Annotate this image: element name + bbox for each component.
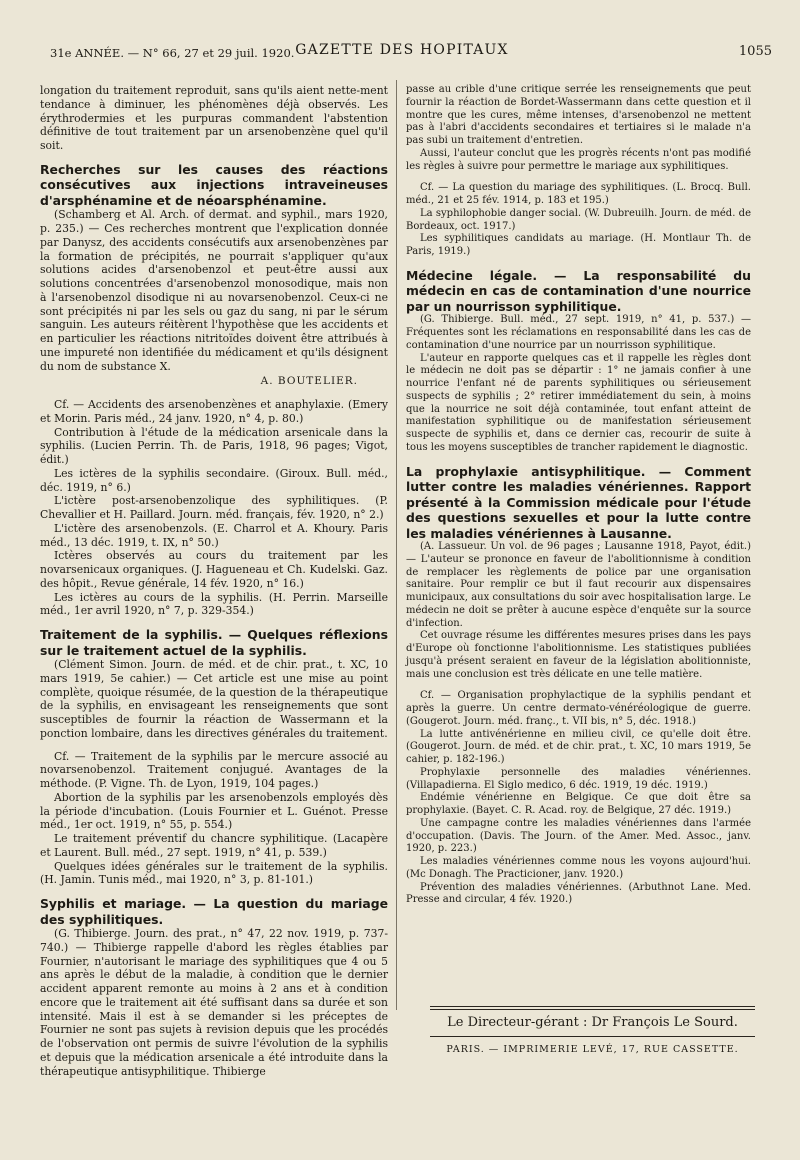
article-title: Traitement de la syphilis. — Quelques réflexions sur le traitement actuel de la syphilis.	[40, 627, 388, 658]
cf-entry: La lutte antivénérienne en milieu civil, ce qu'elle doit être. (Gougerot. Journ. de méd. et de chir. prat., t. XC, 10 mars 1919, 5e cahier, p. 182-196.)	[406, 728, 751, 765]
cf-entry: Abortion de la syphilis par les arsenobenzols employés dès la période d'incubation. (Louis Fournier et L. Guénot. Presse méd., 1er oct. 1919, n° 55, p. 554.)	[40, 790, 388, 832]
intro-paragraph	[40, 84, 388, 153]
article-recherches	[40, 162, 388, 389]
cf-list-prophylaxie	[406, 690, 751, 907]
article-traitement	[40, 627, 388, 741]
mariage-continued	[406, 84, 751, 173]
cf-entry: Cf. — Accidents des arsenobenzènes et anaphylaxie. (Emery et Morin. Paris méd., 24 janv. 1920, n° 4, p. 80.)	[40, 398, 388, 425]
column-divider	[396, 80, 397, 1010]
footer-rule-top-2	[430, 1009, 755, 1010]
article-body: — Fréquentes sont les réclamations en responsabilité dans les cas de contamination d'une nourrice par un nourrisson syphilitique.	[406, 314, 751, 351]
cf-list-traitement	[40, 750, 388, 888]
conclusion-text: Aussi, l'auteur conclut que les progrès récents n'ont pas modifié les règles à suivre pour permettre le mariage aux syphilitiques.	[406, 147, 751, 172]
page-number: 1055	[738, 44, 772, 59]
cf-entry: Les ictères au cours de la syphilis. (H. Perrin. Marseille méd., 1er avril 1920, n° 7, p. 329-354.)	[40, 590, 388, 618]
cf-entry: Cf. — La question du mariage des syphilitiques. (L. Brocq. Bull. méd., 21 et 25 fév. 1914, p. 183 et 195.)	[406, 182, 751, 206]
article-title: Recherches sur les causes des réactions consécutives aux injections intraveineuses d'arsphénamine et de néoarsphénamine.	[40, 161, 388, 208]
article-mariage	[40, 896, 388, 1078]
journal-title: GAZETTE DES HOPITAUX	[295, 42, 509, 58]
printer-line: PARIS. — IMPRIMERIE LEVÉ, 17, RUE CASSETTE.	[446, 1044, 739, 1055]
author-signature: A. BOUTELIER.	[260, 375, 358, 388]
cf-entry: La syphilophobie danger social. (W. Dubreuilh. Journ. de méd. de Bordeaux, oct. 1917.)	[406, 207, 751, 232]
article-body-2: L'auteur en rapporte quelques cas et il rappelle les règles dont le médecin ne doit pas se départir : 1° ne jamais confier à une nourrice l'enfant né de parents syphilitiques ou sérieusement suspects de syphilis ; 2° retirer immédiatement du sein, à moins que la nourrice ne soit déjà contaminée, tout enfant atteint de manifestation syphilitique ou de manifestation sérieusement suspecte de syphilis et, dans ce dernier cas, recourir de suite à tous les moyens susceptibles de trancher rapidement le diagnostic.	[406, 352, 751, 453]
right-column	[406, 84, 751, 916]
article-body: — Cet article est une mise au point complète, quoique résumée, de la question de la thérapeutique de la syphilis, en envisageant les renseignements que sont susceptibles de fournir la réaction de Wassermann et la ponction lombaire, dans les directives générales du traitement.	[40, 671, 389, 740]
footer-rule-bottom	[430, 1036, 755, 1037]
issue-info: 31e ANNÉE. — N° 66, 27 et 29 juil. 1920.	[50, 46, 295, 60]
article-body: — Thibierge rappelle d'abord les règles établies par Fournier, n'autorisant le mariage des syphilitiques que 4 ou 5 ans après le début de la maladie, à condition que le dernier accident apparent remonte au moins à 2 ans et à condition encore que le traitement ait été suffisant dans sa durée et son intensité. Mais il est à se demander si les préceptes de Fournier ne sont pas sujets à revision depuis que les procédés de l'observation ont permis de suivre l'évolution de la syphilis et depuis que la médication arsenicale a été introduite dans la thérapeutique antisyphilitique. Thibierge	[40, 940, 388, 1078]
article-body-2: Cet ouvrage résume les différentes mesures prises dans les pays d'Europe où fonctionne l'abolitionnisme. Les statistiques publiées jusqu'à présent seraient en faveur de la législation abolitionniste, mais une conclusion est très délicate en une telle matière.	[406, 630, 751, 680]
cf-entry: Cf. — Organisation prophylactique de la syphilis pendant et après la guerre. Un centre dermato-vénéréologique de guerre. (Gougerot. Journ. méd. franç., t. VII bis, n° 5, déc. 1918.)	[406, 690, 751, 727]
cf-entry: Quelques idées générales sur le traitement de la syphilis. (H. Jamin. Tunis méd., mai 1920, n° 3, p. 81-101.)	[40, 859, 388, 887]
article-body: — L'auteur se prononce en faveur de l'abolitionnisme à condition de remplacer les règlements de police par une organisation sanitaire. Pour remplir ce but il faut recourir aux dispensaires municipaux, aux consultations du soir avec hospitalisation large. Le médecin ne doit se prêter à aucune espèce d'enquête sur la source d'infection.	[406, 553, 751, 629]
footer-rule-top	[430, 1006, 755, 1007]
article-reference: (Schamberg et Al. Arch. of dermat. and syphil., mars 1920, p. 235.)	[40, 208, 388, 235]
cf-entry: L'ictère des arsenobenzols. (E. Charrol et A. Khoury. Paris méd., 13 déc. 1919, t. IX, n° 50.)	[40, 521, 388, 549]
cf-list-ictere	[40, 398, 388, 618]
cf-entry: Ictères observés au cours du traitement par les novarsenicaux organiques. (J. Hagueneau et Ch. Kudelski. Gaz. des hôpit., Revue générale, 14 fév. 1920, n° 16.)	[40, 549, 388, 590]
cf-entry: Contribution à l'étude de la médication arsenicale dans la syphilis. (Lucien Perrin. Th. de Paris, 1918, 96 pages; Vigot, édit.)	[40, 425, 388, 466]
cf-entry: Le traitement préventif du chancre syphilitique. (Lacapère et Laurent. Bull. méd., 27 sept. 1919, n° 41, p. 539.)	[40, 832, 388, 859]
article-reference: (A. Lassueur. Un vol. de 96 pages ; Lausanne 1918, Payot, édit.)	[420, 541, 751, 552]
cf-entry: Endémie vénérienne en Belgique. Ce que doit être sa prophylaxie. (Bayet. C. R. Acad. roy. de Belgique, 27 déc. 1919.)	[406, 792, 751, 816]
article-title: Syphilis et mariage. — La question du mariage des syphilitiques.	[40, 896, 388, 927]
article-prophylaxie	[406, 464, 751, 682]
article-reference: (Clément Simon. Journ. de méd. et de chir. prat., t. XC, 10 mars 1919, 5e cahier.)	[40, 658, 388, 685]
cf-entry: Les maladies vénériennes comme nous les voyons aujourd'hui. (Mc Donagh. The Practicioner, janv. 1920.)	[406, 856, 751, 880]
article-reference: (G. Thibierge. Bull. méd., 27 sept. 1919, n° 41, p. 537.)	[420, 314, 735, 326]
article-body: — Ces recherches montrent que l'explication donnée par Danysz, des accidents consécutifs aux arsenobenzènes par la formation de précipités, ne pourrait s'appliquer qu'aux solutions acides d'arsenobenzol et peut-être aussi aux solutions concentrées d'arsenobenzol monosodique, mais non à l'arsenobenzol disodique ni au novarsenobenzol. Ceux-ci ne sont précipités ni par les sels ou gaz du sang, ni par le sérum sanguin. Les auteurs réitèrent l'hypothèse que les accidents et en particulier les réactions nitritoïdes doivent être attribués à une impureté non identifiée du médicament et qu'ils désignent du nom de substance X.	[40, 222, 388, 373]
cf-entry: Cf. — Traitement de la syphilis par le mercure associé au novarsenobenzol. Traitement conjugué. Avantages de la méthode. (P. Vigne. Th. de Lyon, 1919, 104 pages.)	[40, 749, 388, 790]
cf-entry: L'ictère post-arsenobenzolique des syphilitiques. (P. Chevallier et H. Paillard. Journ. méd. français, fév. 1920, n° 2.)	[40, 494, 388, 521]
left-column	[40, 84, 388, 1087]
article-medecine-legale	[406, 268, 751, 455]
intro-text: longation du traitement reproduit, sans qu'ils aient nette-ment tendance à diminuer, les phénomènes déjà observés. Les érythrodermies et les purpuras commandent l'abstention définitive de tout traitement par un arsenobenzène quel qu'il soit.	[40, 84, 388, 152]
article-reference: (G. Thibierge. Journ. des prat., n° 47, 22 nov. 1919, p. 737-740.)	[40, 927, 388, 954]
cf-entry: Prévention des maladies vénériennes. (Arbuthnot Lane. Med. Presse and circular, 4 fév. 1920.)	[406, 881, 751, 906]
cf-entry: Une campagne contre les maladies vénériennes dans l'armée d'occupation. (Davis. The Journ. of the Amer. Med. Assoc., janv. 1920, p. 223.)	[406, 817, 751, 855]
director-line: Le Directeur-gérant : Dr François Le Sourd.	[447, 1015, 738, 1030]
cf-entry: Les syphilitiques candidats au mariage. (H. Montlaur Th. de Paris, 1919.)	[406, 233, 751, 257]
page-header	[22, 40, 782, 66]
continued-text: passe au crible d'une critique serrée les renseignements que peut fournir la réaction de Bordet-Wassermann dans cette question et il montre que les cures, même intenses, d'arsenobenzol ne mettent pas à l'abri d'accidents secondaires et tertiaires si le malade n'a pas subi un traitement d'entretien.	[406, 84, 751, 146]
cf-list-mariage	[406, 182, 751, 259]
cf-entry: Les ictères de la syphilis secondaire. (Giroux. Bull. méd., déc. 1919, n° 6.)	[40, 466, 388, 494]
article-title: Médecine légale. — La responsabilité du médecin en cas de contamination d'une nourrice par un nourrisson syphilitique.	[406, 267, 751, 314]
article-title: La prophylaxie antisyphilitique. — Comment lutter contre les maladies vénériennes. Rapport présenté à la Commission médicale pour l'étude des questions sexuelles et pour la lutte contre les maladies vénériennes à Lausanne.	[406, 463, 751, 541]
cf-entry: Prophylaxie personnelle des maladies vénériennes. (Villapadierna. El Siglo medico, 6 déc. 1919, 19 déc. 1919.)	[406, 766, 751, 791]
